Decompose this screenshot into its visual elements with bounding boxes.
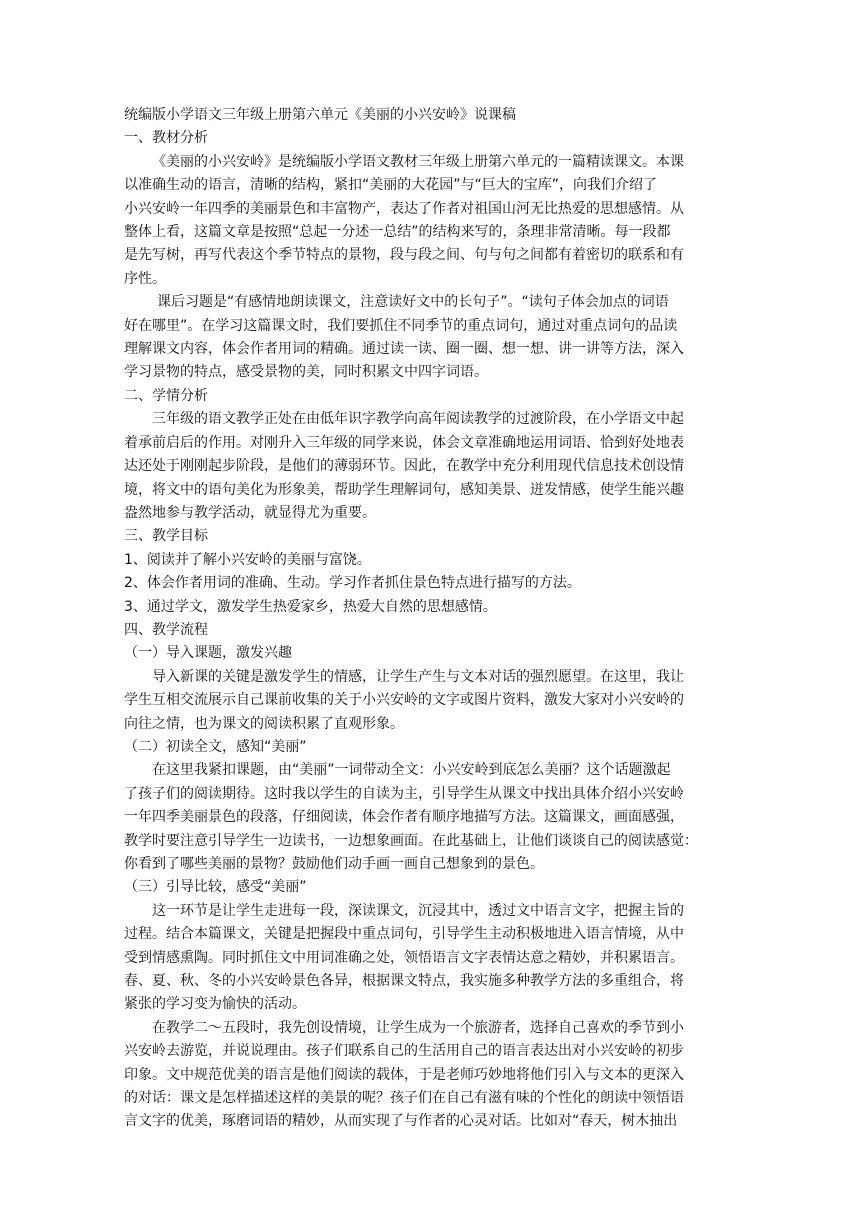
text-line: 三年级的语文教学正处在由低年识字教学向高年阅读教学的过渡阶段，在小学语文中起 (152, 411, 684, 428)
text-line: 整体上看，这篇文章是按照“总起一分述一总结”的结构来写的，条理非常清晰。每一段都 (124, 224, 671, 241)
text-line: 理解课文内容，体会作者用词的精确。通过读一读、圈一圈、想一想、讲一讲等方法，深入 (124, 341, 684, 358)
text-line: 了孩子们的阅读期待。这时我以学生的自读为主，引导学生从课文中找出具体介绍小兴安岭 (124, 785, 684, 802)
text-line: 春、夏、秋、冬的小兴安岭景色各异，根据课文特点，我实施多种教学方法的多重组合，将 (124, 973, 684, 990)
text-line: 言文字的优美，琢磨词语的精妙，从而实现了与作者的心灵对话。比如对“春天，树木抽出 (124, 1113, 678, 1130)
text-line: 是先写树，再写代表这个季节特点的景物，段与段之间、句与句之间都有着密切的联系和有 (124, 247, 684, 264)
text-line: 盎然地参与教学活动，就显得尤为重要。 (124, 504, 376, 521)
section-heading: （二）初读全文，感知“美丽” (124, 738, 307, 755)
text-line: 1、阅读并了解小兴安岭的美丽与富饶。 (124, 551, 371, 568)
document-body (124, 127, 736, 1133)
section-heading: 四、教学流程 (124, 621, 208, 638)
text-line: 2、体会作者用词的准确、生动。学习作者抓住景色特点进行描写的方法。 (124, 575, 581, 592)
section-heading: 二、学情分析 (124, 387, 208, 404)
section-heading: 一、教材分析 (124, 130, 208, 147)
text-line: 境，将文中的语句美化为形象美，帮助学生理解词句，感知美景、迸发情感，使学生能兴趣 (124, 481, 684, 498)
text-line: 你看到了哪些美丽的景物？鼓励他们动手画一画自己想象到的景色。 (124, 856, 544, 872)
text-line: 一年四季美丽景色的段落，仔细阅读，体会作者有顺序地描写方法。这篇课文，画面感强， (124, 809, 684, 826)
text-line: 紧张的学习变为愉快的活动。 (124, 996, 306, 1013)
text-line: 受到情感熏陶。同时抓住文中用词准确之处，领悟语言文字表情达意之精妙，并积累语言。 (124, 949, 684, 966)
text-line: 以准确生动的语言，清晰的结构，紧扣“美丽的大花园”与“巨大的宝库”，向我们介绍了 (124, 177, 658, 194)
text-line: 向往之情，也为课文的阅读积累了直观形象。 (124, 715, 404, 732)
text-line: 课后习题是“有感情地朗读课文，注意读好文中的长句子”。“读句子体会加点的词语 (157, 294, 669, 311)
text-line: 《美丽的小兴安岭》是统编版小学语文教材三年级上册第六单元的一篇精读课文。本课 (152, 153, 684, 170)
text-line: 序性。 (124, 270, 166, 287)
text-line: 教学时要注意引导学生一边读书，一边想象画面。在此基础上，让他们谈谈自己的阅读感觉： (124, 832, 698, 849)
text-line: 好在哪里”。在学习这篇课文时，我们要抓住不同季节的重点词句，通过对重点词句的品读 (124, 317, 678, 334)
text-line: 着承前启后的作用。对刚升入三年级的同学来说，体会文章准确地运用词语、恰到好处地表 (124, 434, 684, 451)
section-heading: （一）导入课题，激发兴趣 (124, 645, 292, 662)
text-line: 这一环节是让学生走进每一段，深读课文，沉浸其中，透过文中语言文字，把握主旨的 (152, 902, 684, 919)
section-heading: （三）引导比较，感受“美丽” (124, 879, 307, 896)
text-line: 的对话：课文是怎样描述这样的美景的呢？孩子们在自己有滋有味的个性化的朗读中领悟语 (124, 1090, 684, 1107)
text-line: 3、通过学文，激发学生热爱家乡，热爱大自然的思想感情。 (124, 598, 497, 615)
document-title: 统编版小学语文三年级上册第六单元《美丽的小兴安岭》说课稿 (124, 107, 516, 123)
text-line: 学习景物的特点，感受景物的美，同时积累文中四字词语。 (124, 364, 488, 381)
text-line: 印象。文中规范优美的语言是他们阅读的载体，于是老师巧妙地将他们引入与文本的更深入 (124, 1066, 684, 1083)
text-line: 在这里我紧扣课题，由“美丽”一词带动全文：小兴安岭到底怎么美丽？这个话题激起 (152, 762, 671, 779)
text-line: 小兴安岭一年四季的美丽景色和丰富物产，表达了作者对祖国山河无比热爱的思想感情。从 (124, 200, 684, 217)
text-line: 导入新课的关键是激发学生的情感，让学生产生与文本对话的强烈愿望。在这里，我让 (152, 668, 684, 685)
text-line: 学生互相交流展示自己课前收集的关于小兴安岭的文字或图片资料，激发大家对小兴安岭的 (124, 692, 684, 709)
text-line: 过程。结合本篇课文，关键是把握段中重点词句，引导学生主动积极地进入语言情境，从中 (124, 926, 684, 943)
text-line: 达还处于刚刚起步阶段，是他们的薄弱环节。因此，在教学中充分利用现代信息技术创设情 (124, 458, 684, 475)
section-heading: 三、教学目标 (124, 528, 208, 545)
text-line: 在教学二～五段时，我先创设情境，让学生成为一个旅游者，选择自己喜欢的季节到小 (152, 1019, 684, 1036)
text-line: 兴安岭去游览，并说说理由。孩子们联系自己的生活用自己的语言表达出对小兴安岭的初步 (124, 1043, 684, 1060)
